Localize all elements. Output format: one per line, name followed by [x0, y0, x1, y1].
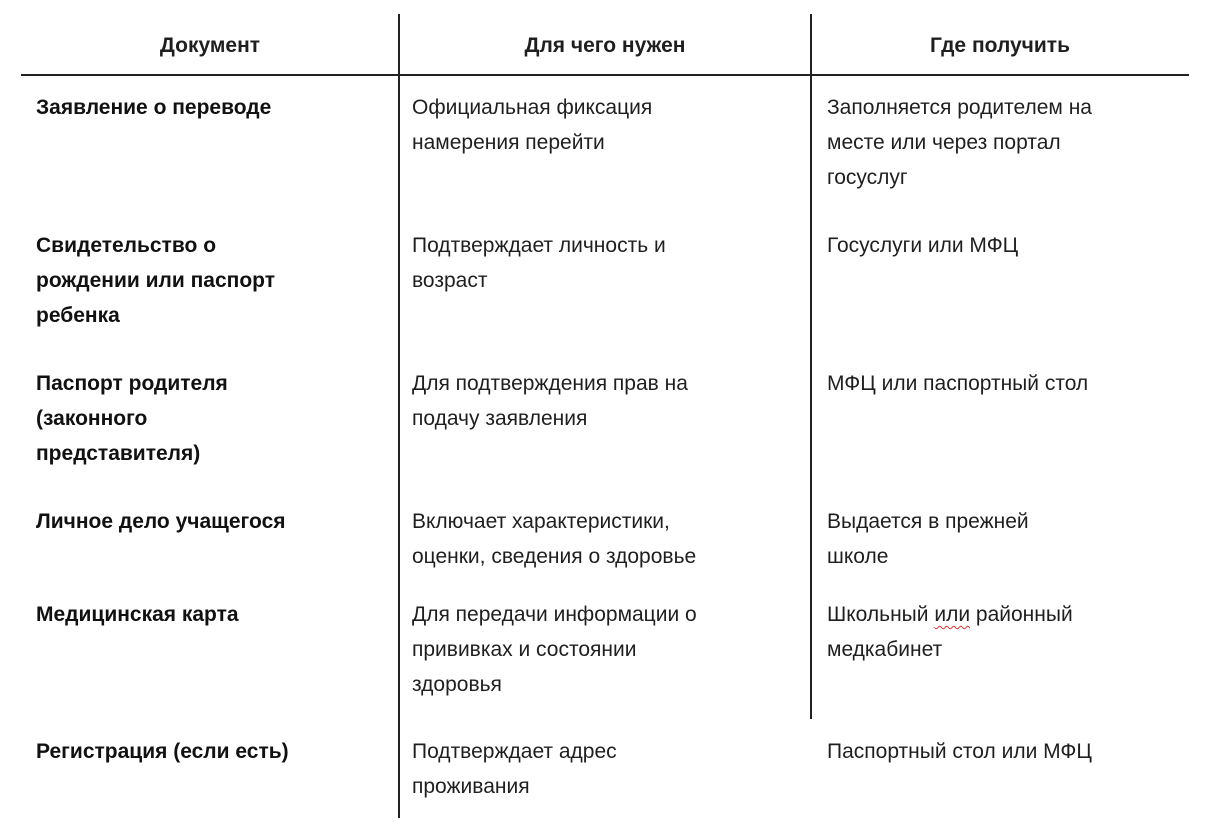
table-row [21, 504, 1189, 594]
cell-line: МФЦ или паспортный стол [827, 372, 1089, 395]
cell-line: Подтверждает личность и [412, 234, 666, 257]
source-cell [827, 734, 1092, 769]
purpose-cell [412, 504, 696, 574]
purpose-cell [412, 366, 688, 436]
document-cell [36, 228, 275, 333]
source-cell [827, 504, 1029, 574]
cell-line: месте или через портал [827, 131, 1061, 154]
document-cell [36, 597, 239, 632]
table-row [21, 228, 1189, 353]
source-cell [827, 90, 1092, 195]
document-cell [36, 734, 289, 769]
cell-line: Личное дело учащегося [36, 510, 286, 533]
document-cell [36, 504, 286, 539]
cell-line: рождении или паспорт [36, 269, 275, 292]
cell-line: Госуслуги или МФЦ [827, 234, 1019, 257]
purpose-cell [412, 90, 652, 160]
cell-text-part: районный [970, 603, 1073, 626]
cell-text-part: Школьный [827, 603, 935, 626]
cell-line: здоровья [412, 673, 502, 696]
table-row [21, 90, 1189, 215]
cell-line: проживания [412, 775, 530, 798]
cell-line: школе [827, 545, 889, 568]
cell-line: Включает характеристики, [412, 510, 670, 533]
purpose-cell [412, 597, 697, 702]
header-purpose: Для чего нужен [524, 34, 686, 57]
source-cell [827, 366, 1088, 401]
table-row [21, 366, 1189, 491]
cell-line: прививках и состоянии [412, 638, 637, 661]
cell-line: Для передачи информации о [412, 603, 697, 626]
cell-line: Официальная фиксация [412, 96, 653, 119]
header-source: Где получить [930, 34, 1070, 57]
cell-line: Заполняется родителем на [827, 96, 1092, 119]
table-row [21, 734, 1189, 818]
document-cell [36, 90, 271, 125]
cell-line: Выдается в прежней [827, 510, 1029, 533]
cell-line: (законного [36, 407, 148, 430]
cell-line: возраст [412, 269, 488, 292]
cell-line: медкабинет [827, 638, 943, 661]
table-header-row [21, 14, 1189, 74]
header-document: Документ [159, 34, 261, 57]
cell-line: Для подтверждения прав на [412, 372, 688, 395]
table-row [21, 597, 1189, 722]
cell-line: намерения перейти [412, 131, 605, 154]
header-divider [21, 74, 1189, 76]
cell-line: Паспорт родителя [36, 372, 228, 395]
purpose-cell [412, 734, 617, 804]
cell-line: Свидетельство о [36, 234, 217, 257]
cell-line: представителя) [36, 442, 201, 465]
cell-line: подачу заявления [412, 407, 588, 430]
cell-line: Регистрация (если есть) [36, 740, 289, 763]
documents-table [21, 14, 1189, 818]
spellcheck-flagged-word: или [934, 603, 971, 626]
document-cell [36, 366, 228, 471]
cell-line: Заявление о переводе [36, 96, 272, 119]
cell-line: Медицинская карта [36, 603, 239, 626]
cell-line: Паспортный стол или МФЦ [827, 740, 1092, 763]
source-cell [827, 228, 1018, 263]
cell-line: госуслуг [827, 166, 908, 189]
cell-line: Подтверждает адрес [412, 740, 617, 763]
cell-line: оценки, сведения о здоровье [412, 545, 697, 568]
cell-line [827, 597, 1073, 632]
cell-line: ребенка [36, 304, 120, 327]
purpose-cell [412, 228, 666, 298]
source-cell [827, 597, 1073, 667]
